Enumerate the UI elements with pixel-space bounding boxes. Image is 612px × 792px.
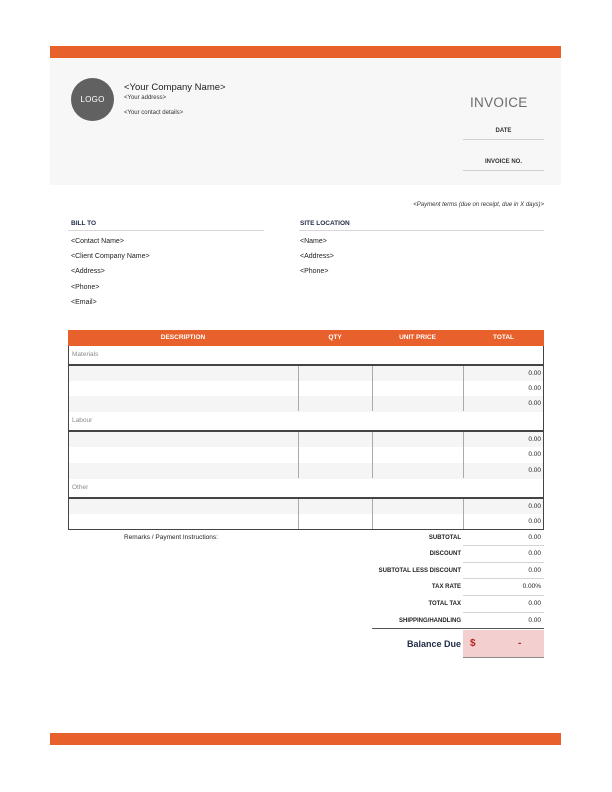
row-total: 0.00 (528, 518, 541, 525)
table-row[interactable] (69, 499, 543, 514)
summary-rule (463, 612, 544, 613)
column-divider (372, 499, 373, 529)
site-location-rule (299, 230, 544, 231)
column-description: DESCRIPTION (160, 334, 206, 341)
tax-rate-label: TAX RATE (431, 584, 461, 590)
site-name: <Name> (300, 238, 327, 245)
group-label-other: Other (68, 479, 544, 498)
logo-placeholder (71, 78, 114, 121)
bill-to-rule (68, 230, 264, 231)
subtotal-label: SUBTOTAL (428, 535, 461, 541)
row-total: 0.00 (528, 503, 541, 510)
summary-rule (463, 595, 544, 596)
labour-rows (68, 431, 544, 479)
invoice-number-label: INVOICE NO. (484, 159, 522, 165)
row-total: 0.00 (528, 436, 541, 443)
shipping-handling-label: SHIPPING/HANDLING (398, 618, 461, 624)
date-label: DATE (495, 128, 512, 134)
row-total: 0.00 (528, 467, 541, 474)
balance-rule (372, 628, 544, 629)
summary-rule (463, 562, 544, 563)
table-row[interactable] (69, 366, 543, 381)
remarks-label: Remarks / Payment Instructions: (124, 534, 218, 541)
summary-rule (463, 578, 544, 579)
subtotal-less-discount-value: 0.00 (528, 567, 541, 574)
column-total: TOTAL (492, 334, 515, 341)
column-divider (463, 432, 464, 478)
row-total: 0.00 (528, 370, 541, 377)
column-qty: QTY (328, 334, 342, 341)
column-divider (372, 366, 373, 411)
subtotal-value: 0.00 (528, 534, 541, 541)
top-accent-bar (50, 46, 561, 58)
payment-terms: <Payment terms (due on receipt, due in X days)> (413, 202, 544, 208)
logo-text: LOGO (80, 95, 105, 104)
bottom-accent-bar (50, 733, 561, 745)
subtotal-less-discount-label: SUBTOTAL LESS DISCOUNT (378, 568, 461, 574)
balance-due-box (463, 630, 544, 658)
balance-due-value: - (518, 638, 522, 649)
bill-to-heading: BILL TO (71, 220, 97, 227)
column-divider (298, 432, 299, 478)
column-divider (463, 366, 464, 411)
group-label-labour: Labour (68, 412, 544, 431)
discount-value: 0.00 (528, 550, 541, 557)
column-divider (298, 366, 299, 411)
company-contact: <Your contact details> (124, 110, 184, 116)
discount-label: DISCOUNT (429, 551, 461, 557)
bill-to-email: <Email> (71, 299, 97, 306)
shipping-handling-value: 0.00 (528, 617, 541, 624)
total-tax-value: 0.00 (528, 600, 541, 607)
header-band (50, 58, 561, 185)
materials-rows (68, 365, 544, 412)
group-label-materials: Materials (68, 346, 544, 365)
column-divider (463, 499, 464, 529)
invoice-number-rule (463, 170, 544, 171)
column-divider (372, 432, 373, 478)
bill-to-phone: <Phone> (71, 284, 100, 291)
bill-to-address: <Address> (71, 268, 105, 275)
column-divider (298, 499, 299, 529)
row-total: 0.00 (528, 385, 541, 392)
table-row[interactable] (69, 432, 543, 447)
site-location-heading: SITE LOCATION (300, 220, 350, 227)
invoice-title: INVOICE (470, 95, 528, 110)
company-address: <Your address> (124, 95, 167, 101)
table-row[interactable] (69, 463, 543, 479)
currency-symbol: $ (470, 638, 476, 649)
date-rule (463, 139, 544, 140)
site-address: <Address> (300, 253, 334, 260)
table-header (68, 330, 544, 346)
table-row[interactable] (69, 396, 543, 412)
tax-rate-value: 0.00% (522, 583, 541, 590)
row-total: 0.00 (528, 400, 541, 407)
row-total: 0.00 (528, 451, 541, 458)
site-phone: <Phone> (300, 268, 329, 275)
balance-due-label: Balance Due (406, 639, 461, 649)
bill-to-client-company: <Client Company Name> (71, 253, 150, 260)
company-name: <Your Company Name> (124, 82, 226, 93)
total-tax-label: TOTAL TAX (428, 601, 461, 607)
summary-rule (463, 545, 544, 546)
other-rows (68, 498, 544, 530)
bill-to-contact-name: <Contact Name> (71, 238, 124, 245)
column-unit-price: UNIT PRICE (399, 334, 436, 341)
